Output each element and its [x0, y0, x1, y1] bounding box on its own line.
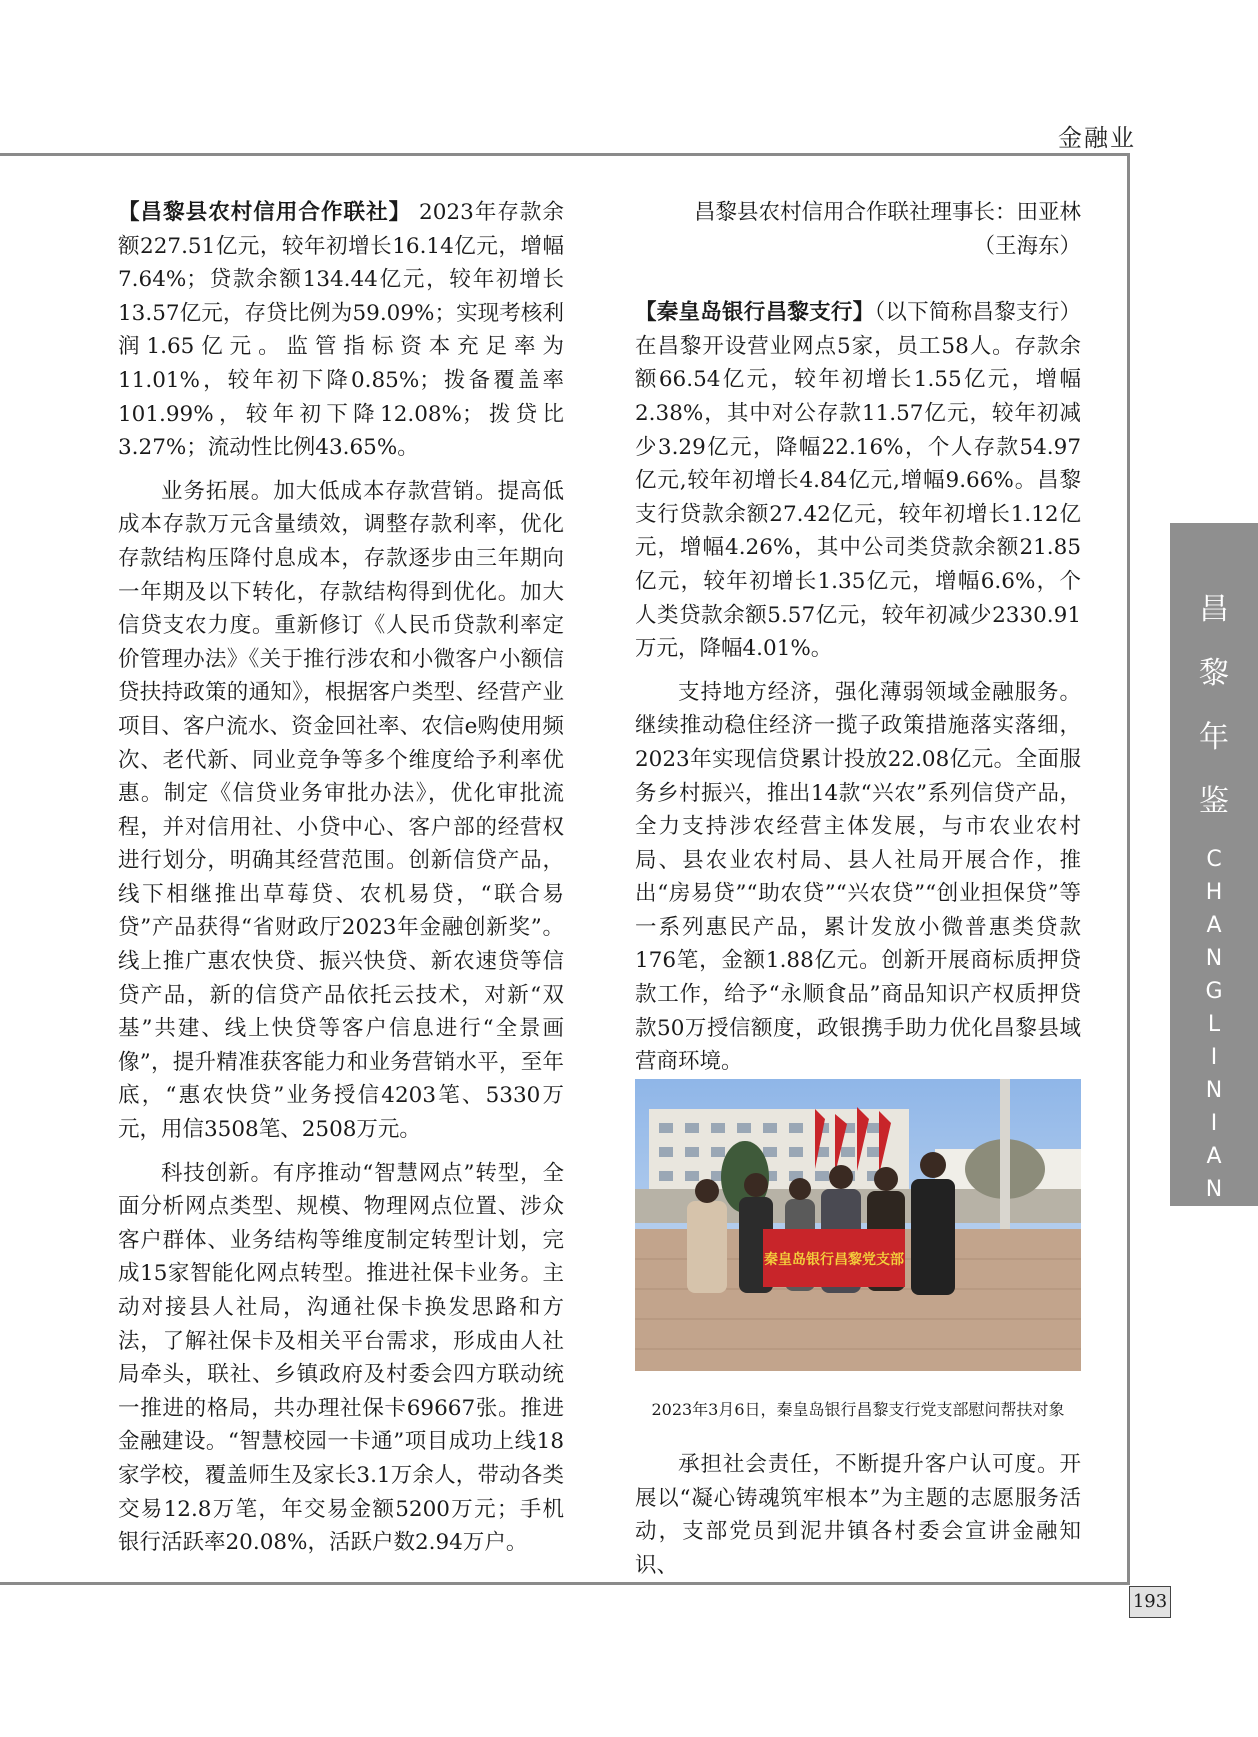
side-letter: I [1210, 1111, 1218, 1136]
side-tab-english [1170, 843, 1258, 1338]
entry-title: 【秦皇岛银行昌黎支行】 [635, 300, 875, 326]
paragraph [635, 296, 1081, 666]
page-number: 193 [1129, 1586, 1171, 1618]
side-tab [1170, 523, 1258, 1334]
side-char: 黎 [1199, 656, 1229, 691]
side-letter: I [1210, 1243, 1218, 1268]
side-letter: N [1205, 1078, 1223, 1103]
paragraph: 科技创新。有序推动“智慧网点”转型，全面分析网点类型、规模、物理网点位置、涉众客户群体、业务结构等维度制定转型计划，完成15家智能化网点转型。推进社保卡业务。主动对接县人社局，沟通社保卡换发思路和方法，了解社保卡及相关平台需求，形成由人社局牵头，联社、乡镇政府及村委会四方联动统一推进的格局，共办理社保卡69667张。推进金融建设。“智慧校园一卡通”项目成功上线18家学校，覆盖师生及家长3.1万余人，带动各类交易12.8万笔，年交易金额5200万元；手机银行活跃率20.08%，活跃户数2.94万户。 [118, 1160, 564, 1556]
side-tab-chinese [1170, 578, 1258, 834]
side-letter: A [1206, 913, 1222, 938]
paragraph: 业务拓展。加大低成本存款营销。提高低成本存款万元含量绩效，调整存款利率，优化存款结构压降付息成本，存款逐步由三年期向一年期及以下转化，存款结构得到优化。加大信贷支农力度。重新修订《人民币贷款利率定价管理办法》《关于推行涉农和小微客户小额信贷扶持政策的通知》，根据客户类型、经营产业项目、客户流水、资金回社率、农信e购使用频次、老代新、同业竞争等多个维度给予利率优惠。制定《信贷业务审批办法》，优化审批流程，并对信用社、小贷中心、客户部的经营权进行划分，明确其经营范围。创新信贷产品，线下相继推出草莓贷、农机易贷，“联合易贷”产品获得“省财政厅2023年金融创新奖”。线上推广惠农快贷、振兴快贷、新农速贷等信贷产品，新的信贷产品依托云技术，对新“双基”共建、线上快贷等客户信息进行“全景画像”，提升精准获客能力和业务营销水平，至年底，“惠农快贷”业务授信4203笔、5330万元，用信3508笔、2508万元。 [118, 478, 564, 1143]
right-column [635, 196, 1081, 1079]
side-char: 年 [1199, 720, 1229, 755]
frame-right-rule [1127, 153, 1130, 1585]
side-letter: N [1205, 1309, 1223, 1334]
side-letter: I [1210, 1045, 1218, 1070]
frame-top-rule [0, 153, 1130, 156]
side-letter: N [1205, 1177, 1223, 1202]
author-line: （王海东） [973, 233, 1081, 259]
side-letter: G [1205, 979, 1223, 1004]
side-letter: H [1205, 880, 1223, 905]
entry-body: 2023年存款余额227.51亿元，较年初增长16.14亿元，增幅7.64%；贷款余额134.44亿元，较年初增长13.57亿元，存贷比例为59.09%；实现考核利润1.65亿元。监管指标资本充足率为11.01%，较年初下降0.85%；拨备覆盖率101.99%，较年初下降12.08%；拨贷比3.27%；流动性比例43.65%。 [118, 200, 564, 461]
side-letter: L [1207, 1012, 1221, 1037]
paragraph: 支持地方经济，强化薄弱领域金融服务。继续推动稳住经济一揽子政策措施落实落细，2023年实现信贷累计投放22.08亿元。全面服务乡村振兴，推出14款“兴农”系列信贷产品，全力支持涉农经营主体发展，与市农业农村局、县农业农村局、县人社局开展合作，推出“房易贷”“助农贷”“兴农贷”“创业担保贷”等一系列惠民产品，累计发放小微普惠类贷款176笔，金额1.88亿元。创新开展商标质押贷款工作，给予“永顺食品”商品知识产权质押贷款50万授信额度，政银携手助力优化昌黎县域营商环境。 [635, 679, 1081, 1075]
section-title: 金融业 [1058, 124, 1136, 152]
chair-line: 昌黎县农村信用合作联社理事长：田亚林 [693, 200, 1081, 225]
photo-illustration [635, 1079, 1081, 1371]
entry-body: （以下简称昌黎支行）在昌黎开设营业网点5家，员工58人。存款余额66.54亿元，较年初增长1.55亿元，增幅2.38%，其中对公存款11.57亿元，较年初减少3.29亿元，降幅22.16%，个人存款54.97亿元,较年初增长4.84亿元,增幅9.66%。昌黎支行贷款余额27.42亿元，较年初增长1.12亿元，增幅4.26%，其中公司类贷款余额21.85亿元，较年初增长1.35亿元，增幅6.6%，个人类贷款余额5.57亿元，较年初减少2330.91万元，降幅4.01%。 [635, 300, 1081, 662]
side-letter: A [1206, 1276, 1222, 1301]
left-column [118, 196, 564, 1560]
frame-bottom-rule [0, 1582, 1130, 1585]
side-char: 昌 [1199, 592, 1229, 627]
paragraph [118, 196, 564, 465]
photo-caption: 2023年3月6日，秦皇岛银行昌黎支行党支部慰问帮扶对象 [651, 1400, 1065, 1419]
group-photo [635, 1079, 1081, 1371]
banner-text: 秦皇岛银行昌黎党支部 [764, 1252, 904, 1268]
side-letter: N [1205, 946, 1223, 971]
side-char: 鉴 [1199, 784, 1229, 819]
entry-title: 【昌黎县农村信用合作联社】 [118, 200, 412, 225]
paragraph: 承担社会责任，不断提升客户认可度。开展以“凝心铸魂筑牢根本”为主题的志愿服务活动，支部党员到泥井镇各村委会宣讲金融知识、 [635, 1452, 1081, 1578]
right-column-continued [635, 1448, 1081, 1582]
side-letter: J [1210, 1210, 1218, 1235]
side-letter: C [1206, 847, 1222, 872]
side-letter: A [1206, 1144, 1222, 1169]
